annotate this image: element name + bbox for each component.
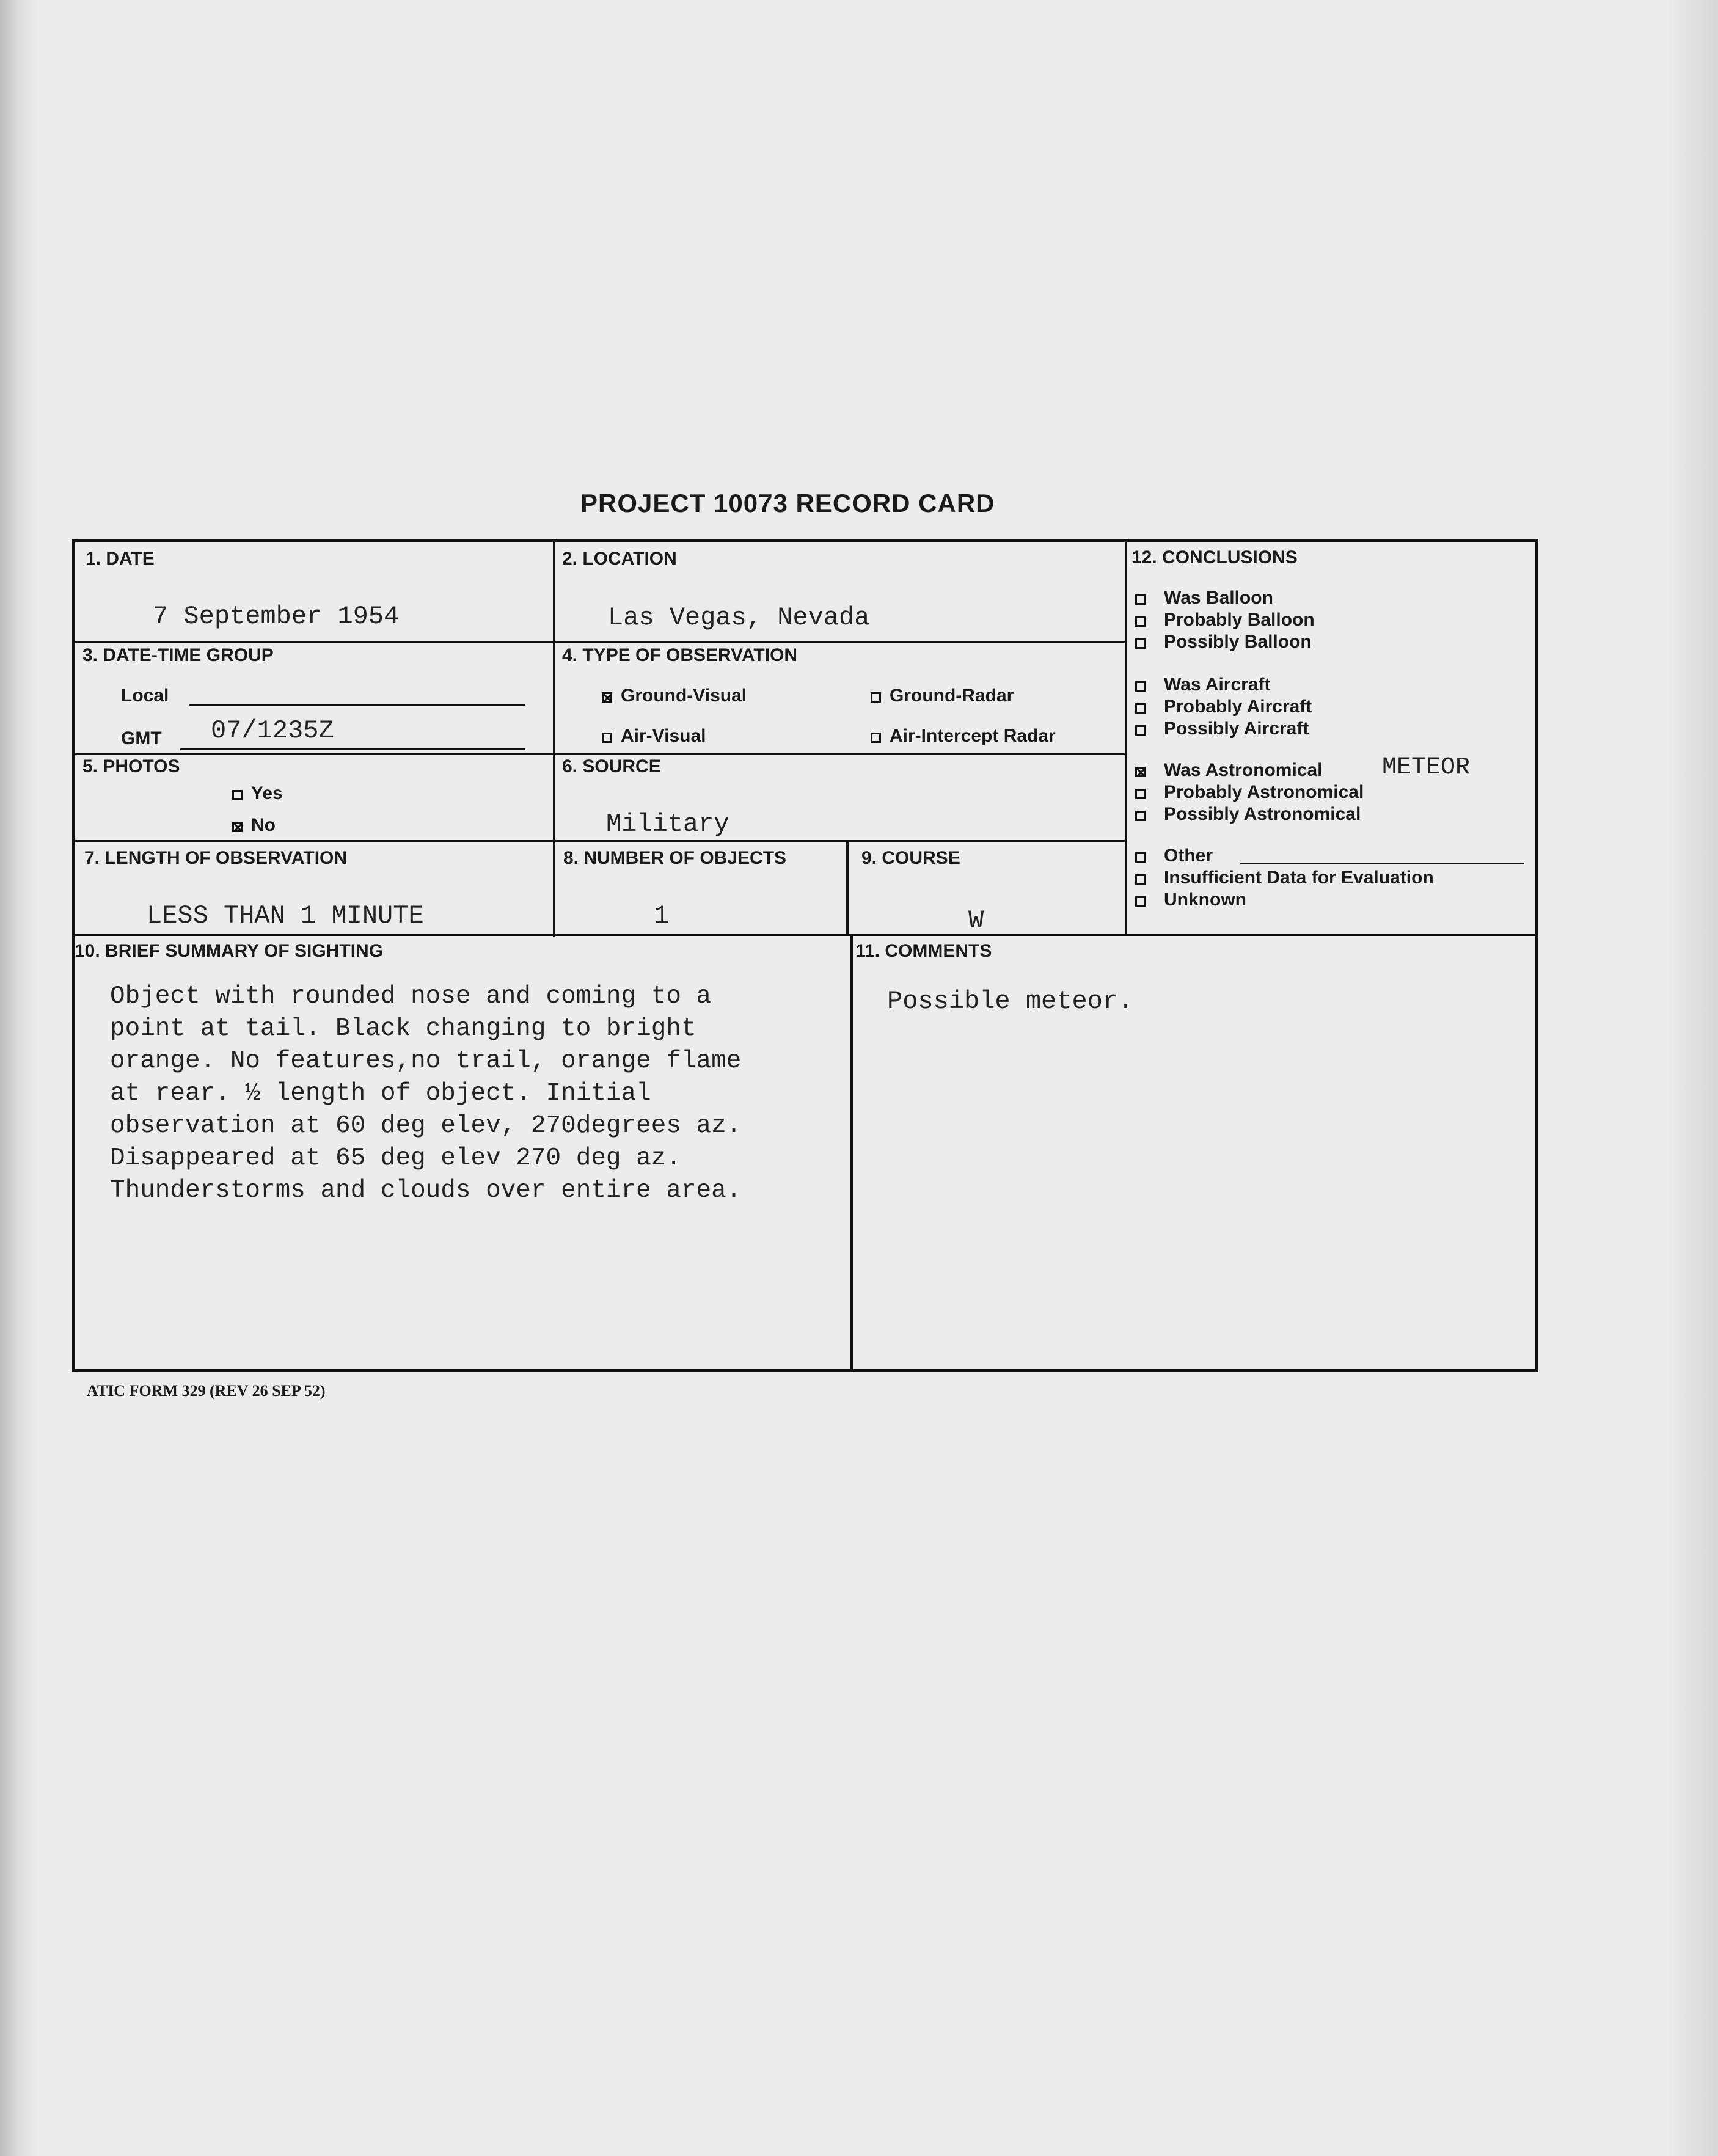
divider <box>846 840 849 935</box>
summary-line: observation at 60 deg elev, 270degrees az. <box>110 1112 742 1140</box>
photos-label: 5. PHOTOS <box>82 756 180 777</box>
conclusion-was-balloon[interactable]: Was Balloon <box>1135 588 1273 608</box>
local-field-line <box>189 704 525 706</box>
conclusion-other[interactable]: Other <box>1135 846 1213 866</box>
divider <box>73 934 1537 936</box>
course-label: 9. COURSE <box>861 848 960 868</box>
observation-ground-visual[interactable]: Ground-Visual <box>602 685 747 706</box>
conclusion-insufficient-data[interactable]: Insufficient Data for Evaluation <box>1135 868 1434 888</box>
checkbox-icon[interactable] <box>1135 725 1146 736</box>
type-of-observation-label: 4. TYPE OF OBSERVATION <box>562 645 798 665</box>
checkbox-icon[interactable] <box>1135 896 1146 907</box>
divider <box>553 540 555 937</box>
date-time-group-label: 3. DATE-TIME GROUP <box>82 645 274 665</box>
divider <box>73 753 1126 755</box>
length-of-observation-value: LESS THAN 1 MINUTE <box>147 901 424 930</box>
conclusion-probably-aircraft[interactable]: Probably Aircraft <box>1135 696 1312 717</box>
photos-no[interactable]: No <box>232 815 276 836</box>
divider <box>73 840 1126 842</box>
checkbox-icon[interactable] <box>1135 594 1146 605</box>
comments-value: Possible meteor. <box>887 987 1134 1016</box>
gmt-label: GMT <box>121 728 162 748</box>
summary-line: point at tail. Black changing to bright <box>110 1015 696 1043</box>
number-of-objects-value: 1 <box>654 901 670 930</box>
card-title: PROJECT 10073 RECORD CARD <box>580 489 995 517</box>
summary-line: orange. No features,no trail, orange flame <box>110 1047 742 1075</box>
conclusion-note: METEOR <box>1382 754 1471 781</box>
conclusion-probably-balloon[interactable]: Probably Balloon <box>1135 610 1315 630</box>
comments-label: 11. COMMENTS <box>855 941 992 961</box>
conclusion-possibly-balloon[interactable]: Possibly Balloon <box>1135 632 1312 652</box>
checkbox-icon[interactable] <box>232 790 243 800</box>
date-label: 1. DATE <box>86 549 155 569</box>
location-value: Las Vegas, Nevada <box>608 603 870 632</box>
gmt-value: 07/1235Z <box>211 716 334 745</box>
conclusion-was-astronomical[interactable]: Was Astronomical <box>1135 760 1323 781</box>
observation-air-intercept-radar[interactable]: Air-Intercept Radar <box>871 726 1056 747</box>
photos-yes[interactable]: Yes <box>232 783 283 804</box>
checkbox-icon[interactable] <box>1135 811 1146 821</box>
observation-ground-radar[interactable]: Ground-Radar <box>871 685 1014 706</box>
summary-line: at rear. ½ length of object. Initial <box>110 1080 651 1108</box>
course-value: W <box>968 906 984 935</box>
location-label: 2. LOCATION <box>562 549 677 569</box>
conclusion-probably-astronomical[interactable]: Probably Astronomical <box>1135 782 1364 803</box>
observation-air-visual[interactable]: Air-Visual <box>602 726 706 747</box>
summary-line: Object with rounded nose and coming to a <box>110 982 712 1010</box>
other-field-line <box>1240 863 1524 864</box>
checkbox-icon[interactable] <box>1135 789 1146 799</box>
checkbox-icon[interactable] <box>1135 638 1146 649</box>
checkbox-icon[interactable] <box>1135 616 1146 627</box>
conclusion-possibly-astronomical[interactable]: Possibly Astronomical <box>1135 804 1361 825</box>
checkbox-icon[interactable] <box>871 692 881 703</box>
local-label: Local <box>121 685 169 706</box>
checkbox-icon[interactable] <box>1135 874 1146 885</box>
checkbox-icon[interactable] <box>602 733 612 743</box>
gmt-field-line <box>180 748 525 750</box>
conclusion-possibly-aircraft[interactable]: Possibly Aircraft <box>1135 718 1309 739</box>
checkbox-icon[interactable] <box>1135 852 1146 863</box>
checkbox-icon[interactable] <box>232 822 243 832</box>
form-footer: ATIC FORM 329 (REV 26 SEP 52) <box>87 1382 326 1400</box>
divider <box>1125 540 1127 935</box>
checkbox-icon[interactable] <box>1135 703 1146 714</box>
checkbox-icon[interactable] <box>871 733 881 743</box>
divider <box>73 641 1126 643</box>
source-value: Military <box>606 809 729 839</box>
divider <box>850 935 853 1370</box>
number-of-objects-label: 8. NUMBER OF OBJECTS <box>563 848 787 868</box>
summary-line: Disappeared at 65 deg elev 270 deg az. <box>110 1144 681 1172</box>
summary-text <box>110 981 831 1207</box>
length-of-observation-label: 7. LENGTH OF OBSERVATION <box>84 848 348 868</box>
checkbox-icon[interactable] <box>1135 681 1146 692</box>
summary-label: 10. BRIEF SUMMARY OF SIGHTING <box>75 941 384 961</box>
source-label: 6. SOURCE <box>562 756 661 777</box>
date-value: 7 September 1954 <box>153 602 400 631</box>
conclusion-was-aircraft[interactable]: Was Aircraft <box>1135 674 1271 695</box>
conclusions-label: 12. CONCLUSIONS <box>1131 547 1298 568</box>
conclusion-unknown[interactable]: Unknown <box>1135 890 1246 910</box>
checkbox-icon[interactable] <box>602 692 612 703</box>
summary-line: Thunderstorms and clouds over entire area. <box>110 1177 742 1205</box>
checkbox-icon[interactable] <box>1135 767 1146 777</box>
